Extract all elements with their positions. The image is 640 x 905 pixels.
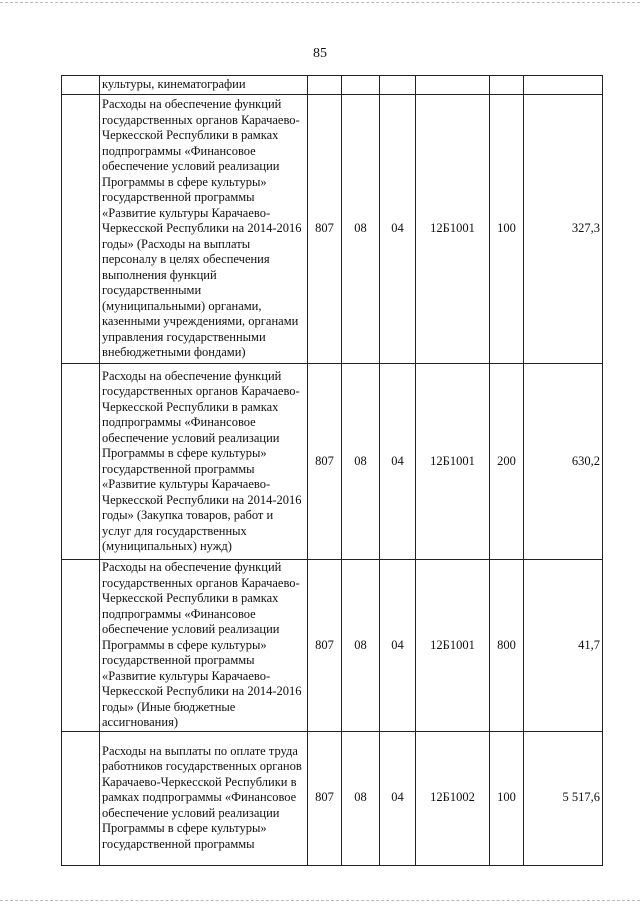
- scan-top-edge: [0, 2, 640, 4]
- section-code-cell: 08: [342, 95, 380, 364]
- subsection-code-cell: 04: [380, 364, 416, 560]
- description-cell: Расходы на обеспечение функций государственных органов Карачаево-Черкесской Республики в рамках подпрограммы «Финансовое обеспечение условий реализации Программы в сфере культуры» государственной программы «Развитие культуры Карачаево-Черкесской Республики на 2014-2016 годы» (Иные бюджетные ассигнования): [100, 560, 308, 732]
- section-code-cell: 08: [342, 731, 380, 865]
- table-row: [62, 76, 603, 95]
- expense-type-cell: 100: [490, 731, 524, 865]
- section-code-cell: 08: [342, 560, 380, 732]
- expense-type-cell: 100: [490, 95, 524, 364]
- amount-cell: 41,7: [524, 560, 603, 732]
- ministry-code-cell: 807: [308, 560, 342, 732]
- amount-cell: 630,2: [524, 364, 603, 560]
- scan-bottom-edge: [0, 900, 640, 902]
- target-article-cell: 12Б1001: [416, 560, 490, 732]
- amount-cell: [524, 76, 603, 95]
- description-cell: культуры, кинематографии: [100, 76, 308, 95]
- description-cell: Расходы на обеспечение функций государственных органов Карачаево-Черкесской Республики в рамках подпрограммы «Финансовое обеспечение условий реализации Программы в сфере культуры» государственной программы «Развитие культуры Карачаево-Черкесской Республики на 2014-2016 годы» (Расходы на выплаты персоналу в целях обеспечения выполнения функций государственными (муниципальными) органами, казенными учреждениями, органами управления государственными внебюджетными фондами): [100, 95, 308, 364]
- section-code-cell: 08: [342, 364, 380, 560]
- page-number: 85: [313, 46, 327, 61]
- expense-type-cell: 200: [490, 364, 524, 560]
- subsection-code-cell: [380, 76, 416, 95]
- table-row: [62, 364, 603, 560]
- row-number-cell: [62, 364, 100, 560]
- amount-cell: 327,3: [524, 95, 603, 364]
- budget-table: [61, 75, 603, 866]
- subsection-code-cell: 04: [380, 731, 416, 865]
- target-article-cell: 12Б1001: [416, 95, 490, 364]
- expense-type-cell: 800: [490, 560, 524, 732]
- target-article-cell: 12Б1002: [416, 731, 490, 865]
- table-row: [62, 731, 603, 865]
- row-number-cell: [62, 76, 100, 95]
- row-number-cell: [62, 95, 100, 364]
- subsection-code-cell: 04: [380, 95, 416, 364]
- ministry-code-cell: 807: [308, 364, 342, 560]
- ministry-code-cell: 807: [308, 731, 342, 865]
- row-number-cell: [62, 560, 100, 732]
- ministry-code-cell: [308, 76, 342, 95]
- target-article-cell: 12Б1001: [416, 364, 490, 560]
- table-row: [62, 560, 603, 732]
- amount-cell: 5 517,6: [524, 731, 603, 865]
- description-cell: Расходы на выплаты по оплате труда работников государственных органов Карачаево-Черкесской Республики в рамках подпрограммы «Финансовое обеспечение условий реализации Программы в сфере культуры» государственной программы: [100, 731, 308, 865]
- section-code-cell: [342, 76, 380, 95]
- table-row: [62, 95, 603, 364]
- ministry-code-cell: 807: [308, 95, 342, 364]
- row-number-cell: [62, 731, 100, 865]
- target-article-cell: [416, 76, 490, 95]
- expense-type-cell: [490, 76, 524, 95]
- description-cell: Расходы на обеспечение функций государственных органов Карачаево-Черкесской Республики в рамках подпрограммы «Финансовое обеспечение условий реализации Программы в сфере культуры» государственной программы «Развитие культуры Карачаево-Черкесской Республики на 2014-2016 годы» (Закупка товаров, работ и услуг для государственных (муниципальных) нужд): [100, 364, 308, 560]
- subsection-code-cell: 04: [380, 560, 416, 732]
